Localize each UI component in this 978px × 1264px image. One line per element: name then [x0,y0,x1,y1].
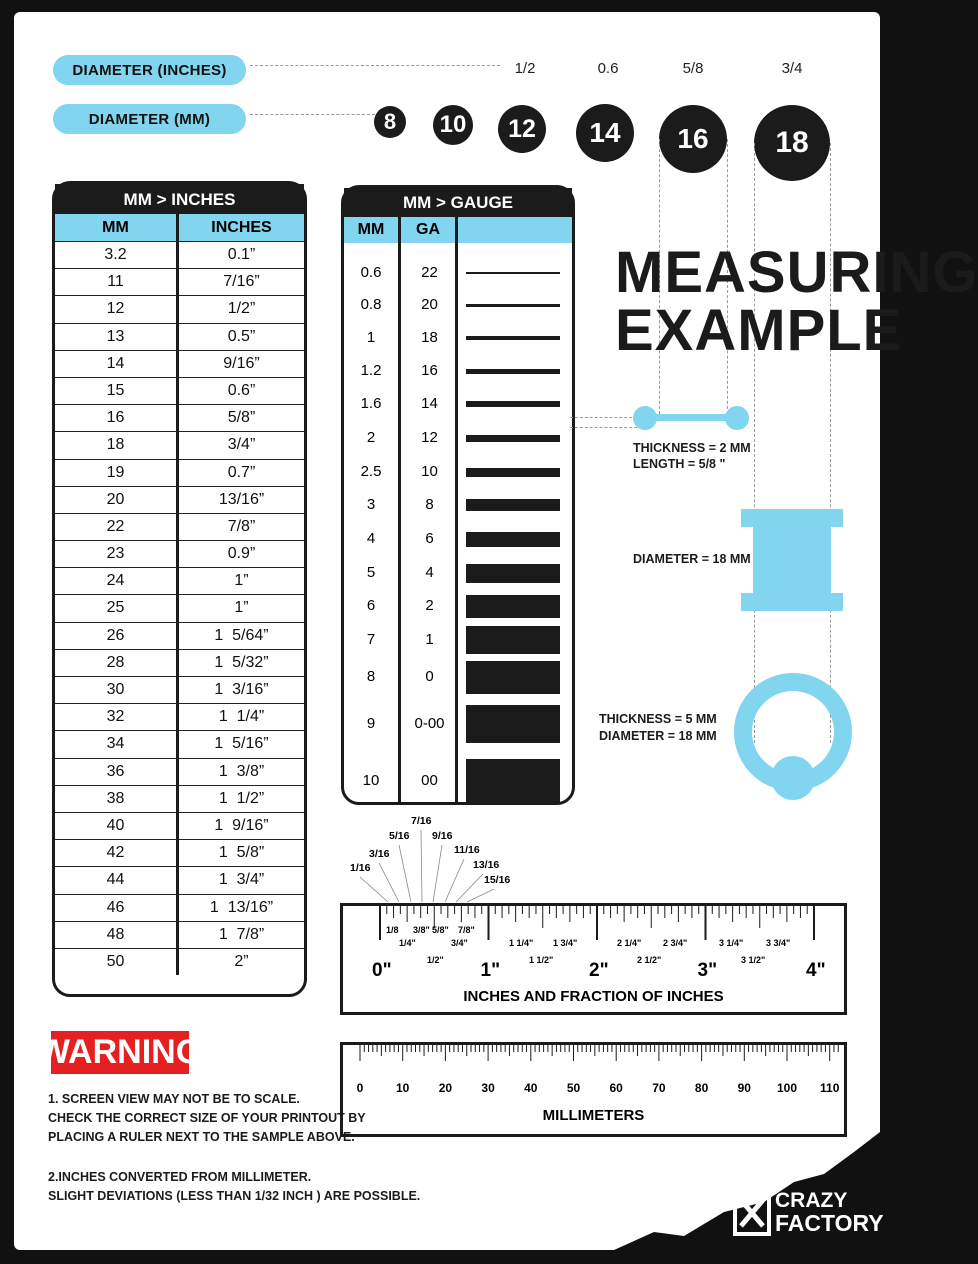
cell-inches: 0.6” [227,381,256,399]
fraction-label: 1/16 [350,862,371,874]
cell-mm: 19 [55,460,179,486]
fraction-tick-label: 1 1/4" [509,938,534,948]
cell-gauge: 16 [421,362,438,379]
note-line: CHECK THE CORRECT SIZE OF YOUR PRINTOUT BY [48,1111,366,1125]
mm-label: 0 [356,1081,364,1095]
fan-guide-line [456,874,483,902]
cell-inches: 2” [234,952,249,970]
mm-ruler-caption: MILLIMETERS [542,1107,645,1124]
column-header-mm: MM [55,214,179,241]
brand-name-line2: FACTORY [775,1210,884,1236]
cell-mm: 10 [362,772,380,789]
inch-fraction: 0.6 [597,60,619,77]
cell-inches: 1 9/16” [214,816,269,834]
column-header-inches: INCHES [211,219,272,236]
cell-mm: 40 [55,813,179,839]
cell-mm: 50 [55,949,179,975]
cell-inches: 3/4” [227,436,256,454]
cell-mm: 36 [55,759,179,785]
fraction-tick-label: 1/2" [427,955,444,965]
cell-inches: 1 3/16” [214,681,269,698]
fraction-label: 5/16 [389,830,410,842]
table-title: MM > GAUGE [344,188,572,217]
cell-mm: 3 [366,496,376,513]
fraction-tick-label: 3 1/2" [741,955,766,965]
cell-mm: 30 [55,677,179,703]
cell-gauge: 20 [421,296,438,313]
fan-guide-line [421,830,422,902]
measuring-title-line2: EXAMPLE [615,298,903,363]
cell-mm: 14 [55,351,179,377]
fraction-label: 7/16 [411,815,432,827]
cell-inches: 1 7/8” [218,925,265,943]
column-header-ga: GA [401,217,458,243]
brand-logo-icon [733,1190,771,1236]
size-circle-10mm: 10 [433,105,473,145]
cell-inches: 0.9” [227,545,256,563]
cell-inches: 9/16” [223,354,260,372]
cell-mm: 48 [55,922,179,948]
cell-inches: 0.1” [227,246,256,263]
cell-mm: 44 [55,867,179,893]
mm-label: 80 [694,1081,709,1095]
cell-inches: 1 1/2” [218,789,265,807]
cell-mm: 1.2 [360,362,382,379]
fraction-tick-label: 3/8" [413,925,430,935]
mm-label: 20 [438,1081,453,1095]
cell-mm: 22 [55,514,179,540]
size-circle-18mm: 18 [754,105,830,181]
fraction-tick-label: 1 1/2" [529,955,554,965]
cell-gauge: 14 [421,395,438,412]
cell-inches: 5/8” [227,409,256,427]
warning-note-1 [48,1090,366,1147]
cell-mm: 26 [55,623,179,649]
table-title: MM > INCHES [55,184,304,214]
cell-gauge: 4 [425,564,434,581]
fraction-tick-label: 5/8" [432,925,449,935]
fraction-label: 13/16 [473,859,500,871]
cell-inches: 0.7” [227,463,256,481]
plug-diameter-label: DIAMETER = 18 MM [633,552,751,566]
cell-gauge: 18 [421,329,438,346]
fraction-tick-label: 3 1/4" [719,938,744,948]
size-circle-8mm: 8 [374,106,406,138]
size-circle-12mm: 12 [498,105,546,153]
cell-gauge: 22 [421,264,438,281]
cell-mm: 24 [55,568,179,594]
mm-label: 50 [566,1081,581,1095]
cell-inches: 1 1/4” [218,708,265,726]
inch-major-label: 1" [480,960,501,981]
ring-thickness-label: THICKNESS = 5 MM [599,712,717,726]
cell-mm: 8 [366,668,376,685]
cell-mm: 0.8 [360,296,382,313]
inch-fraction: 5/8 [682,60,704,77]
cell-gauge: 1 [425,631,434,648]
cell-mm: 28 [55,650,179,676]
cell-mm: 0.6 [360,264,382,281]
cell-inches: 1” [234,572,249,590]
fraction-label: 11/16 [454,844,480,856]
inch-ruler-caption: INCHES AND FRACTION OF INCHES [463,988,724,1005]
mm-label: 10 [396,1081,410,1095]
inch-major-label: 0" [372,960,392,981]
barbell-thickness-label: THICKNESS = 2 MM [633,441,751,455]
fraction-label: 3/16 [369,848,390,860]
fraction-label: 9/16 [432,830,453,842]
fraction-tick-label: 1/4" [399,938,416,948]
fraction-tick-label: 7/8" [458,925,475,935]
cell-inches: 1” [234,599,249,617]
note-line: 1. SCREEN VIEW MAY NOT BE TO SCALE. [48,1092,300,1106]
cell-inches: 1 5/8” [218,844,265,862]
cell-inches: 1 3/4” [218,871,265,889]
fan-guide-line [467,889,494,902]
fraction-tick-label: 2 1/2" [637,955,662,965]
mm-label: 70 [652,1081,666,1095]
mm-ruler-ticks [343,1045,844,1075]
cell-inches: 1 5/16” [214,735,269,753]
cell-gauge: 8 [425,496,434,513]
fraction-tick-label: 1 3/4" [553,938,578,948]
fraction-tick-label: 3/4" [451,938,468,948]
fraction-tick-label: 3 3/4" [766,938,791,948]
fraction-label: 15/16 [484,874,511,886]
fan-guide-line [433,845,442,902]
cell-mm: 13 [55,324,179,350]
cell-mm: 20 [55,487,179,513]
cell-mm: 6 [366,597,376,614]
cell-mm: 11 [55,269,179,295]
diameter-inches-label: DIAMETER (INCHES) [53,55,246,85]
cell-mm: 1 [366,329,376,346]
cell-mm: 4 [366,530,376,547]
mm-label: 110 [820,1081,840,1095]
diameter-mm-label: DIAMETER (MM) [53,104,246,134]
cell-mm: 2 [366,429,376,446]
cell-inches: 7/8” [227,517,256,535]
cell-gauge: 00 [421,772,438,789]
cell-mm: 23 [55,541,179,567]
cell-mm: 16 [55,405,179,431]
cell-gauge: 0-00 [414,715,445,732]
cell-mm: 3.2 [55,242,179,268]
ring-diameter-label: DIAMETER = 18 MM [599,729,717,743]
cell-mm: 2.5 [360,463,382,480]
size-circle-14mm: 14 [576,104,634,162]
cell-inches: 13/16” [218,490,265,508]
cell-mm: 25 [55,595,179,621]
cell-gauge: 0 [425,668,434,685]
inch-fraction: 3/4 [781,60,803,77]
cell-mm: 46 [55,895,179,921]
cell-mm: 42 [55,840,179,866]
cell-gauge: 10 [421,463,438,480]
cell-mm: 38 [55,786,179,812]
brand-name-line1: CRAZY [775,1189,848,1212]
mm-label: 90 [737,1081,751,1095]
cell-mm: 5 [366,564,376,581]
mm-ruler [340,1042,847,1137]
measuring-title-line1: MEASURING [615,240,978,305]
inch-major-label: 2" [589,960,609,981]
fan-guide-line [445,859,464,902]
barbell-length-label: LENGTH = 5/8 " [633,457,726,471]
fan-guide-line [360,877,388,902]
mm-label: 60 [609,1081,623,1095]
fraction-tick-label: 2 1/4" [617,938,642,948]
cell-gauge: 12 [421,429,438,446]
cell-inches: 1 3/8” [218,762,265,780]
cell-gauge: 2 [425,597,434,614]
fraction-tick-label: 1/8 [386,925,399,935]
cell-gauge: 6 [425,530,434,547]
cell-mm: 7 [366,631,376,648]
cell-mm: 34 [55,731,179,757]
cell-inches: 1 5/32” [214,653,269,671]
note-line: 2.INCHES CONVERTED FROM MILLIMETER. [48,1170,312,1184]
cell-inches: 1 5/64” [214,626,269,644]
size-chart-page [14,12,978,1250]
inch-major-label: 3" [697,960,718,981]
cell-mm: 9 [366,715,376,732]
inch-ruler [340,903,847,1015]
cell-inches: 0.5” [227,327,256,345]
fan-guide-line [399,845,411,902]
warning-note-2 [48,1168,420,1206]
size-circle-16mm: 16 [659,105,727,173]
mm-label: 100 [776,1081,798,1095]
inch-fraction: 1/2 [514,60,536,77]
cell-inches: 7/16” [223,273,260,291]
cell-mm: 15 [55,378,179,404]
mm-label: 40 [524,1081,538,1095]
mm-label: 30 [481,1081,495,1095]
inch-major-label: 4" [806,960,826,981]
column-header-mm: MM [344,217,401,243]
cell-inches: 1 13/16” [209,898,274,916]
fraction-tick-label: 2 3/4" [663,938,688,948]
cell-mm: 18 [55,432,179,458]
warning-badge: WARNING [51,1031,189,1074]
note-line: PLACING A RULER NEXT TO THE SAMPLE ABOVE. [48,1130,355,1144]
cell-mm: 1.6 [360,395,382,412]
cell-mm: 32 [55,704,179,730]
cell-inches: 1/2” [227,300,256,318]
note-line: SLIGHT DEVIATIONS (LESS THAN 1/32 INCH ) ARE POSSIBLE. [48,1189,421,1203]
cell-mm: 12 [55,296,179,322]
